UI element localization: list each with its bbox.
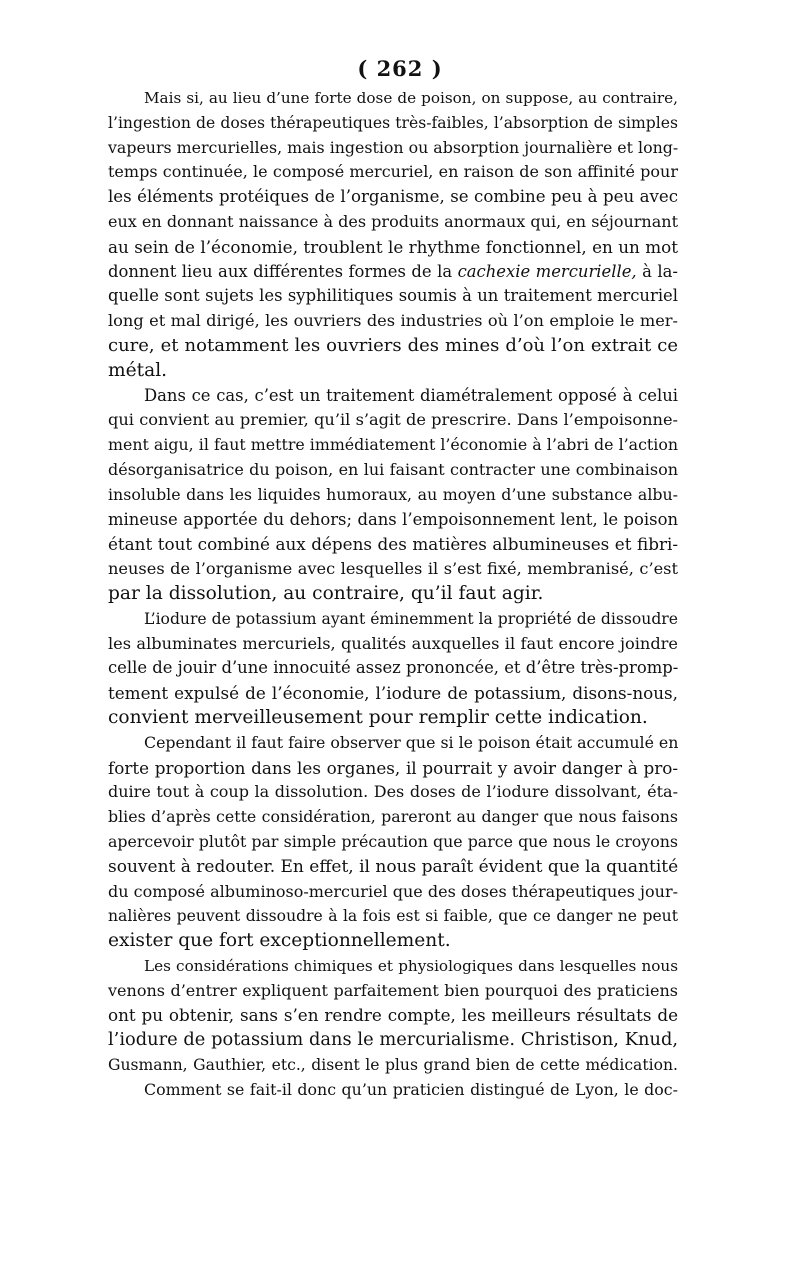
- text-line: L’iodure de potassium ayant éminemment la propriété de dissoudre: [144, 609, 678, 628]
- text-line: insoluble dans les liquides humoraux, au moyen d’une substance albu-: [108, 484, 678, 504]
- text-line: quelle sont sujets les syphilitiques soumis à un traitement mercuriel: [108, 286, 678, 306]
- text-line: exister que fort exceptionnellement.: [108, 930, 451, 952]
- text-line: métal.: [108, 359, 168, 381]
- text-line: Cependant il faut faire observer que si le poison était accumulé en: [144, 732, 679, 752]
- text-line: qui convient au premier, qu’il s’agit de prescrire. Dans l’empoisonne-: [108, 410, 678, 430]
- text-line: les éléments protéiques de l’organisme, se combine peu à peu avec: [108, 187, 678, 207]
- text-line: souvent à redouter. En effet, il nous paraît évident que la quantité: [108, 856, 679, 877]
- text-line: étant tout combiné aux dépens des matières albumineuses et fibri-: [108, 534, 678, 555]
- text-line: mineuse apportée du dehors; dans l’empoisonnement lent, le poison: [108, 509, 678, 529]
- text-line: désorganisatrice du poison, en lui faisant contracter une combinaison: [108, 459, 678, 479]
- text-line: Les considérations chimiques et physiologiques dans lesquelles nous: [144, 956, 678, 975]
- text-line: blies d’après cette considération, pareront au danger que nous faisons: [108, 807, 678, 827]
- text-line: par la dissolution, au contraire, qu’il faut agir.: [108, 582, 544, 604]
- paragraph-6: [108, 1078, 678, 1103]
- paragraph-3: [108, 607, 678, 731]
- text-line: celle de jouir d’une innocuité assez prononcée, et d’être très-promp-: [108, 658, 679, 678]
- text-line: cure, et notamment les ouvriers des mines d’où l’on extrait ce: [108, 334, 678, 356]
- text-line: temps continuée, le composé mercuriel, en raison de son affinité pour: [108, 162, 678, 182]
- text-line: venons d’entrer expliquent parfaitement bien pourquoi des praticiens: [108, 980, 678, 1000]
- text-segment: à la-: [642, 261, 678, 281]
- text-line: Mais si, au lieu d’une forte dose de poison, on suppose, au contraire,: [144, 89, 678, 107]
- text-line-with-emphasis: [108, 260, 678, 285]
- body-text: [108, 86, 678, 1103]
- text-line: eux en donnant naissance à des produits anormaux qui, en séjournant: [108, 211, 678, 231]
- text-line: apercevoir plutôt par simple précaution que parce que nous le croyons: [108, 831, 678, 851]
- text-line: vapeurs mercurielles, mais ingestion ou absorption journalière et long-: [108, 137, 679, 157]
- text-line: l’ingestion de doses thérapeutiques très-faibles, l’absorption de simples: [108, 113, 678, 132]
- text-line: tement expulsé de l’économie, l’iodure de potassium, disons-nous,: [108, 683, 678, 704]
- text-segment: donnent lieu aux différentes formes de la: [108, 261, 453, 281]
- text-line: au sein de l’économie, troublent le rhythme fonctionnel, en un mot: [108, 236, 678, 257]
- page-number: ( 262 ): [357, 56, 443, 81]
- text-line: duire tout à coup la dissolution. Des doses de l’iodure dissolvant, éta-: [108, 782, 678, 802]
- emphasis-term: cachexie mercurielle,: [457, 261, 637, 281]
- text-line: nalières peuvent dissoudre à la fois est si faible, que ce danger ne peut: [108, 907, 678, 926]
- paragraph-2: [108, 384, 678, 607]
- text-line: neuses de l’organisme avec lesquelles il s’est fixé, membranisé, c’est: [108, 559, 678, 579]
- text-line: du composé albuminoso-mercuriel que des doses thérapeutiques jour-: [108, 881, 678, 901]
- text-line: Dans ce cas, c’est un traitement diamétralement opposé à celui: [144, 385, 678, 405]
- text-line: forte proportion dans les organes, il pourrait y avoir danger à pro-: [108, 757, 678, 778]
- text-line: ont pu obtenir, sans s’en rendre compte, les meilleurs résultats de: [108, 1005, 678, 1026]
- paragraph-1: [108, 86, 678, 384]
- paragraph-5: [108, 954, 678, 1078]
- text-line: ment aigu, il faut mettre immédiatement l’économie à l’abri de l’action: [108, 435, 678, 455]
- text-line: Gusmann, Gauthier, etc., disent le plus grand bien de cette médication.: [108, 1056, 678, 1075]
- text-line: les albuminates mercuriels, qualités auxquelles il faut encore joindre: [108, 633, 678, 653]
- text-line: l’iodure de potassium dans le mercurialisme. Christison, Knud,: [108, 1029, 678, 1051]
- text-line: long et mal dirigé, les ouvriers des industries où l’on emploie le mer-: [108, 311, 678, 331]
- paragraph-4: [108, 731, 678, 954]
- text-line: convient merveilleusement pour remplir cette indication.: [108, 706, 648, 728]
- text-line: Comment se fait-il donc qu’un praticien distingué de Lyon, le doc-: [144, 1079, 678, 1099]
